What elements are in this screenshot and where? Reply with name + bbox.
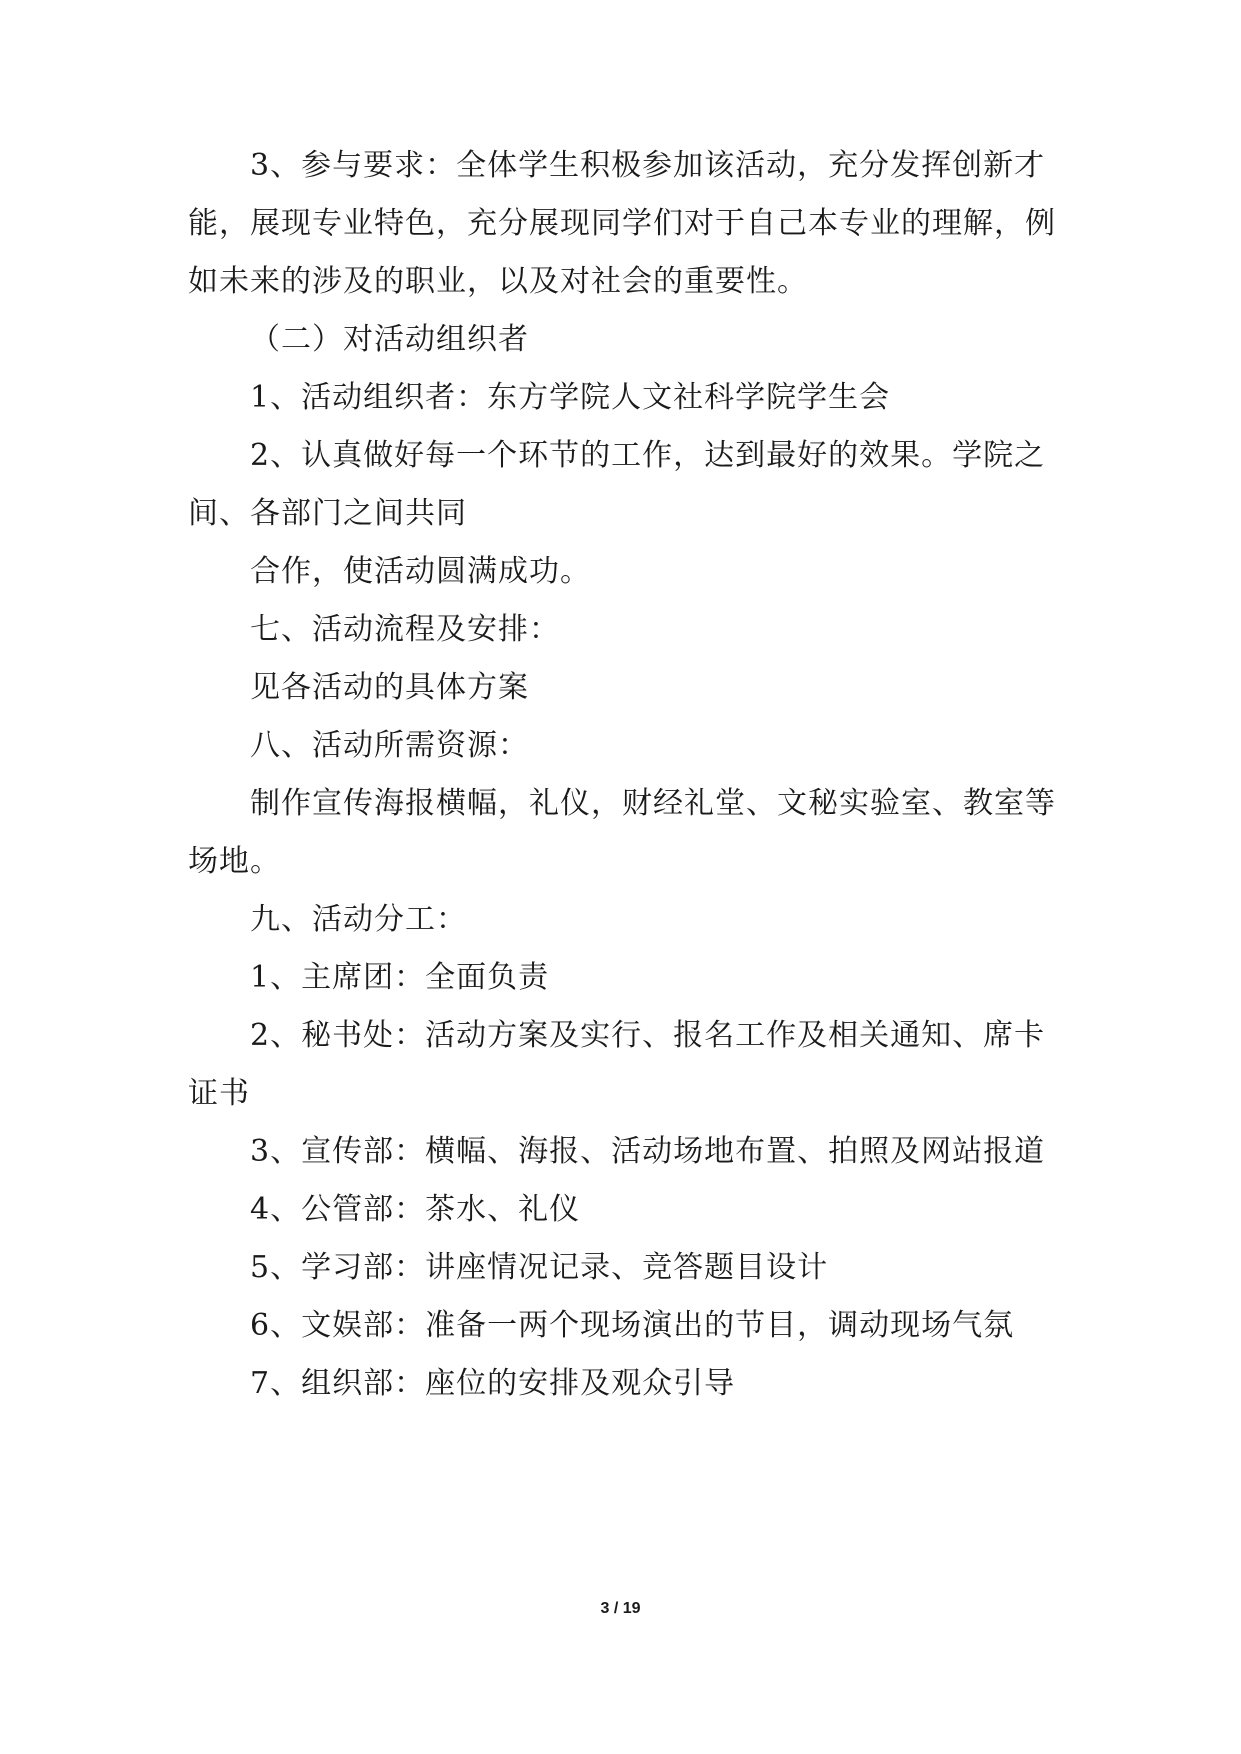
paragraph-participation-line2: 能，展现专业特色，充分展现同学们对于自己本专业的理解，例 [188, 206, 1056, 241]
paragraph-organizer: 1、活动组织者：东方学院人文社科学院学生会 [250, 380, 891, 415]
paragraph-resources-line2: 场地。 [188, 844, 281, 879]
paragraph-work-line1: 2、认真做好每一个环节的工作，达到最好的效果。学院之 [250, 438, 1046, 473]
list-item-study: 5、学习部：讲座情况记录、竞答题目设计 [250, 1250, 829, 1285]
list-item-public-management: 4、公管部：茶水、礼仪 [250, 1192, 581, 1227]
section-heading-organizers: （二）对活动组织者 [250, 322, 529, 357]
page-number: 3 / 19 [600, 1600, 641, 1617]
list-item-organization: 7、组织部：座位的安排及观众引导 [250, 1366, 736, 1401]
paragraph-process: 见各活动的具体方案 [250, 670, 529, 705]
paragraph-work-line2: 间、各部门之间共同 [188, 496, 467, 531]
list-item-publicity: 3、宣传部：横幅、海报、活动场地布置、拍照及网站报道 [250, 1134, 1046, 1169]
section-heading-resources: 八、活动所需资源： [250, 728, 529, 763]
paragraph-resources-line1: 制作宣传海报横幅，礼仪，财经礼堂、文秘实验室、教室等 [250, 786, 1056, 821]
list-item-secretariat-line2: 证书 [188, 1076, 250, 1111]
paragraph-participation-line3: 如未来的涉及的职业，以及对社会的重要性。 [188, 264, 808, 299]
list-item-presidium: 1、主席团：全面负责 [250, 960, 550, 995]
section-heading-division: 九、活动分工： [250, 902, 467, 937]
list-item-entertainment: 6、文娱部：准备一两个现场演出的节目，调动现场气氛 [250, 1308, 1015, 1343]
paragraph-participation-line1: 3、参与要求：全体学生积极参加该活动，充分发挥创新才 [250, 148, 1046, 183]
section-heading-process: 七、活动流程及安排： [250, 612, 560, 647]
paragraph-cooperation: 合作，使活动圆满成功。 [250, 554, 591, 589]
list-item-secretariat-line1: 2、秘书处：活动方案及实行、报名工作及相关通知、席卡 [250, 1018, 1046, 1053]
